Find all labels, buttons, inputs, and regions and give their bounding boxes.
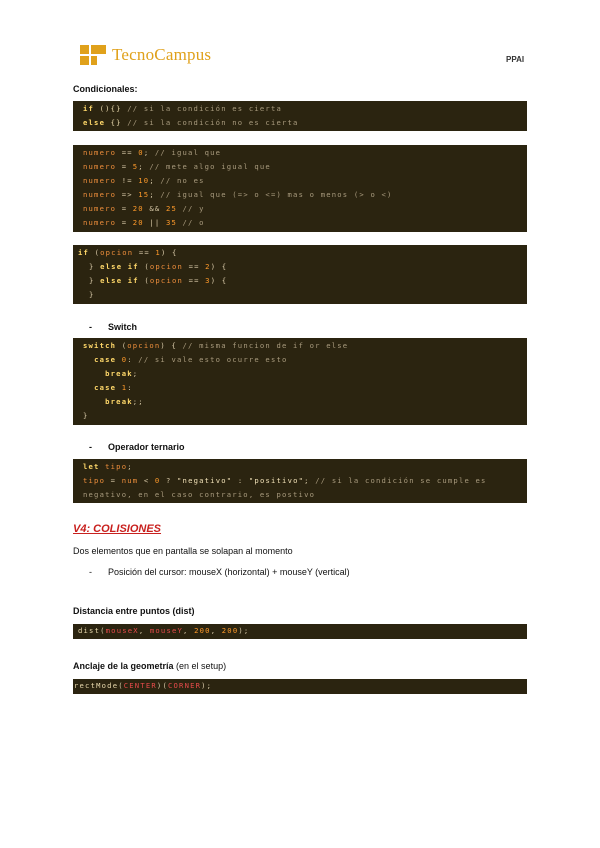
code-line: if (){} // si la condición es cierta: [83, 104, 282, 113]
cursor-bullet: - Posición del cursor: mouseX (horizontal) + mouseY (vertical): [91, 567, 350, 577]
code-line: numero = 20 && 25 // y: [83, 204, 205, 213]
code-block-rectmode: [73, 679, 527, 694]
code-line: break;;: [105, 397, 144, 406]
tecnocampus-logo: [80, 45, 211, 65]
code-line: numero = 20 || 35 // o: [83, 218, 205, 227]
code-line: if (opcion == 1) {: [78, 248, 178, 257]
code-line: numero => 15; // igual que (=> o <=) mas o menos (> o <): [83, 190, 393, 199]
code-line: tipo = num < 0 ? "negativo" : "positivo"; // si la condición se cumple es: [83, 476, 487, 485]
code-line: } else if (opcion == 2) {: [78, 262, 228, 271]
code-line: break;: [105, 369, 139, 378]
ternario-bullet: - Operador ternario: [91, 442, 185, 452]
code-line: let tipo;: [83, 462, 133, 471]
code-line: else {} // si la condición no es cierta: [83, 118, 299, 127]
code-block-if-else: [73, 101, 527, 131]
code-line: negativo, en el caso contrario, es postivo: [83, 490, 316, 499]
code-block-dist: [73, 624, 527, 639]
anclaje-label: Anclaje de la geometría (en el setup): [73, 661, 227, 671]
switch-bullet: - Switch: [91, 322, 137, 332]
logo-mark-icon: [80, 45, 106, 65]
code-line: }: [78, 290, 95, 299]
code-line: case 1:: [94, 383, 133, 392]
logo-text: TecnoCampus: [112, 45, 212, 64]
dist-label: Distancia entre puntos (dist): [73, 606, 195, 616]
code-line: } else if (opcion == 3) {: [78, 276, 228, 285]
code-block-else-if: [73, 245, 527, 304]
code-block-switch: [73, 338, 527, 425]
code-line: switch (opcion) { // misma funcion de if or else: [83, 341, 349, 350]
code-line: numero == 0; // igual que: [83, 148, 222, 157]
code-block-ternary: [73, 459, 527, 503]
code-line: rectMode(CENTER)(CORNER);: [74, 681, 213, 690]
v4-colisiones-title: V4: COLISIONES: [73, 523, 162, 535]
code-block-operators: [73, 145, 527, 232]
v4-description: Dos elementos que en pantalla se solapan al momento: [73, 546, 293, 556]
code-line: dist(mouseX, mouseY, 200, 200);: [78, 626, 250, 635]
code-line: numero = 5; // mete algo igual que: [83, 162, 271, 171]
condicionales-label: Condicionales:: [73, 84, 138, 94]
code-line: numero != 10; // no es: [83, 176, 205, 185]
code-line: }: [83, 411, 89, 420]
course-code: PPAI: [506, 55, 525, 64]
code-line: case 0: // si vale esto ocurre esto: [94, 355, 288, 364]
